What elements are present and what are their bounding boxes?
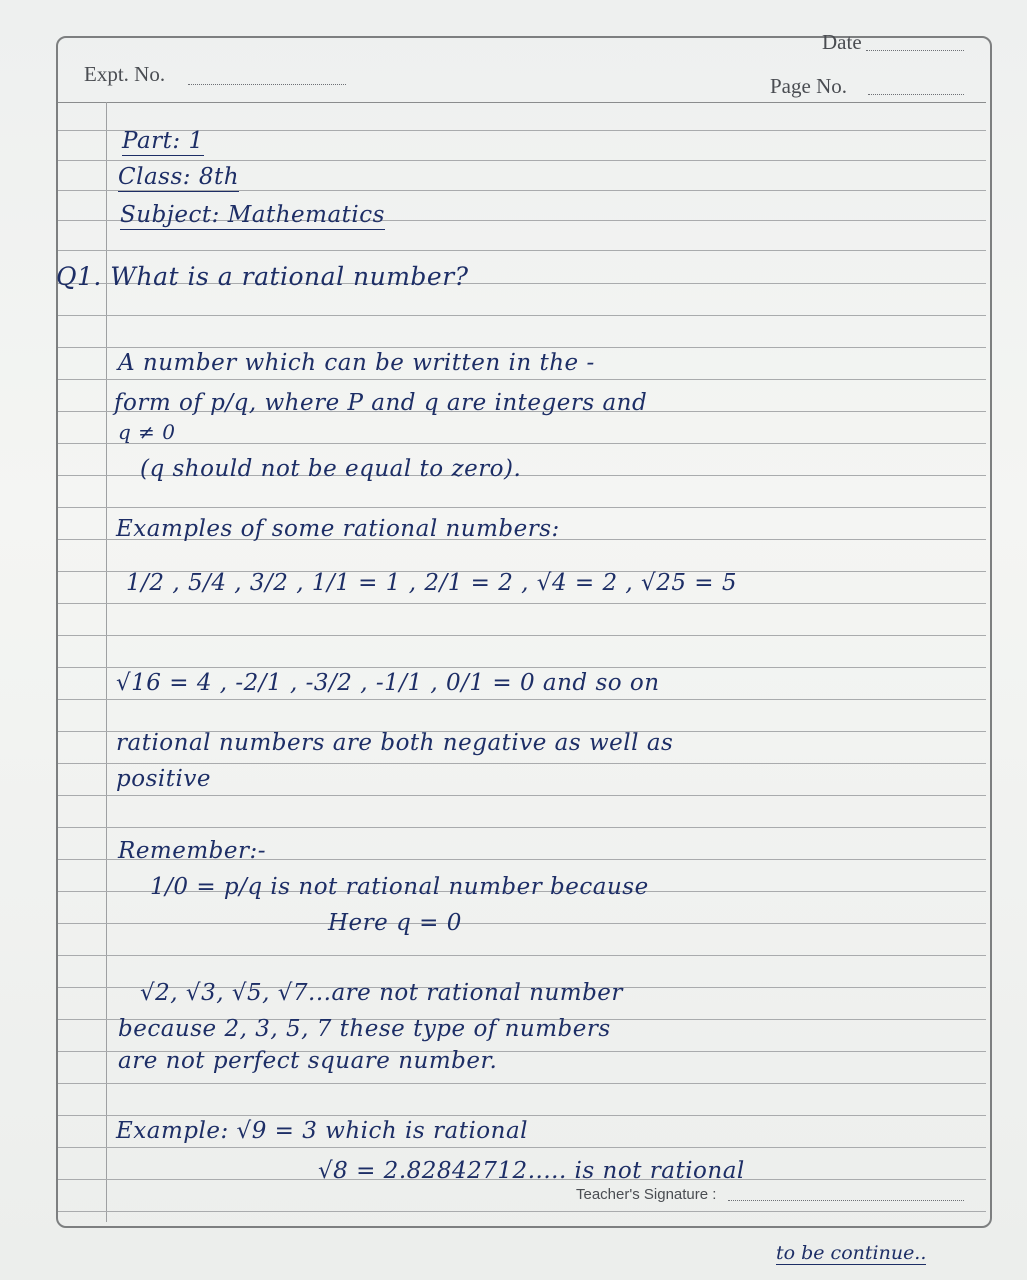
expt-label: Expt. No. — [84, 62, 166, 86]
ruled-line — [58, 250, 986, 251]
continued-note: to be continue.. — [776, 1242, 927, 1264]
ruled-line — [58, 763, 986, 764]
ruled-line — [58, 1115, 986, 1116]
expt-field — [188, 84, 346, 85]
remember-heading: Remember:- — [118, 838, 267, 864]
ruled-line — [58, 507, 986, 508]
date-field — [866, 50, 964, 51]
part-heading: Part: 1 — [122, 128, 204, 154]
ruled-line — [58, 1211, 986, 1212]
question-1: Q1. What is a rational number? — [56, 262, 469, 291]
signature-field — [728, 1200, 964, 1201]
answer-line-1: A number which can be written in the - — [118, 350, 595, 376]
ruled-line — [58, 347, 986, 348]
remember-line-2: Here q = 0 — [328, 910, 462, 936]
subject-heading: Subject: Mathematics — [120, 202, 385, 228]
example-line-2: √8 = 2.82842712..... is not rational — [318, 1158, 745, 1184]
ruled-line — [58, 667, 986, 668]
roots-line-3: are not perfect square number. — [118, 1048, 498, 1074]
answer-line-4: (q should not be equal to zero). — [140, 456, 522, 482]
ruled-line — [58, 160, 986, 161]
roots-line-1: √2, √3, √5, √7...are not rational number — [140, 980, 623, 1006]
page-no-field — [868, 94, 964, 95]
teacher-signature-label: Teacher's Signature : — [576, 1186, 717, 1203]
ruled-line — [58, 603, 986, 604]
remember-line-1: 1/0 = p/q is not rational number because — [150, 874, 649, 900]
ruled-line — [58, 1147, 986, 1148]
answer-line-2: form of p/q, where P and q are integers and — [114, 390, 648, 416]
ruled-line — [58, 955, 986, 956]
ruled-line — [58, 443, 986, 444]
ruled-line — [58, 923, 986, 924]
ruled-line — [58, 795, 986, 796]
ruled-line — [58, 379, 986, 380]
ruled-line — [58, 827, 986, 828]
example-line-1: Example: √9 = 3 which is rational — [116, 1118, 529, 1144]
ruled-line — [58, 699, 986, 700]
answer-line-3: q ≠ 0 — [118, 420, 176, 444]
page-no-label: Page No. — [770, 74, 847, 98]
sign-line-1: rational numbers are both negative as well as — [116, 730, 674, 756]
ruled-line — [58, 315, 986, 316]
ruled-line — [58, 1083, 986, 1084]
examples-line-2: √16 = 4 , -2/1 , -3/2 , -1/1 , 0/1 = 0 and so on — [116, 670, 660, 696]
roots-line-2: because 2, 3, 5, 7 these type of numbers — [118, 1016, 611, 1042]
examples-heading: Examples of some rational numbers: — [116, 516, 560, 542]
date-label: Date — [822, 30, 862, 54]
examples-line-1: 1/2 , 5/4 , 3/2 , 1/1 = 1 , 2/1 = 2 , √4 = 2 , √25 = 5 — [126, 570, 737, 596]
ruled-line — [58, 635, 986, 636]
class-heading: Class: 8th — [118, 164, 240, 190]
sign-line-2: positive — [116, 766, 211, 792]
